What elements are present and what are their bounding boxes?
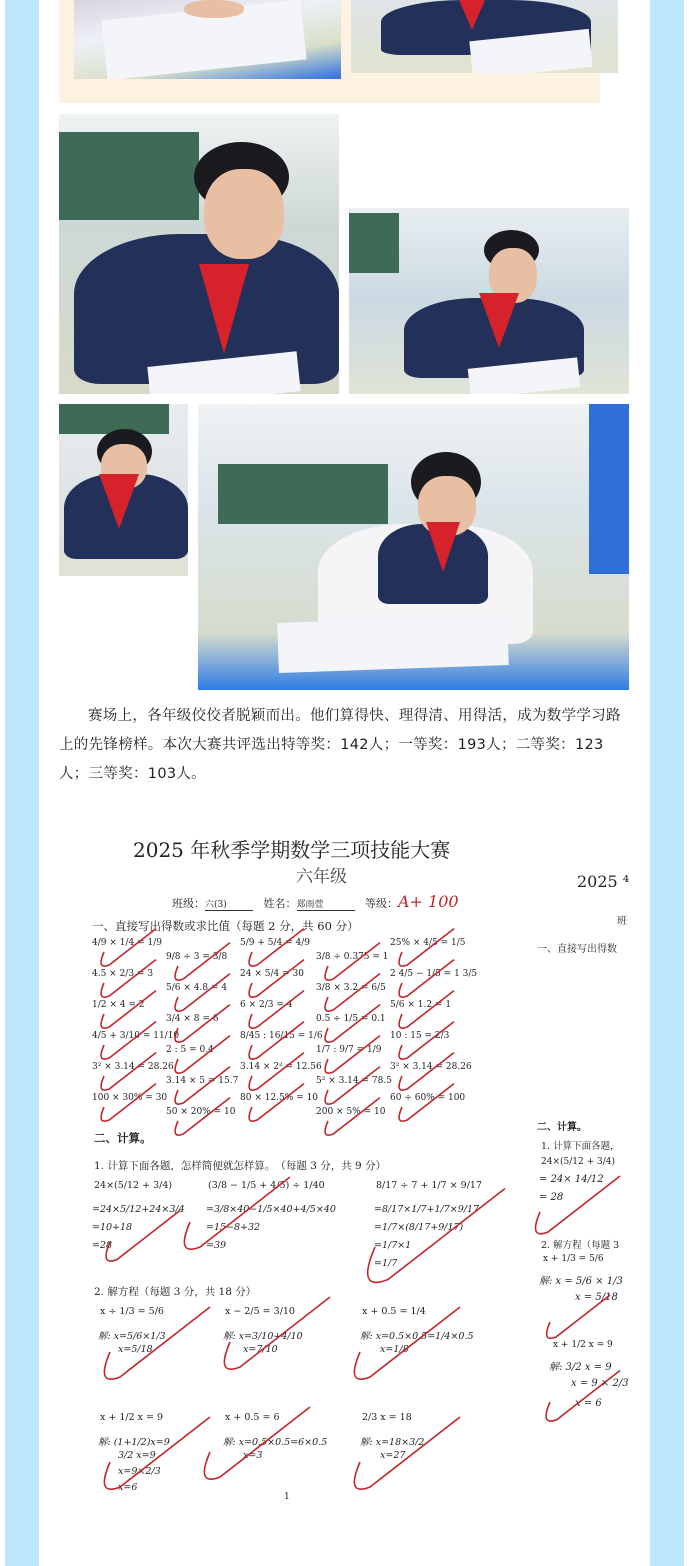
equation-work-line: x=9×2/3 xyxy=(118,1466,161,1477)
section-1-problem: 9/8 ÷ 3 = 3/8 xyxy=(166,952,228,962)
second-page-eq2-work: x = 9 × 2/3 xyxy=(571,1378,629,1389)
calc-problem: 8/17 ÷ 7 + 1/7 × 9/17 xyxy=(376,1180,482,1191)
red-check-mark xyxy=(249,929,304,967)
red-check-mark xyxy=(325,943,380,981)
photo-student-writing-closeup-1 xyxy=(74,0,341,79)
second-page-work: = 24× 14/12 xyxy=(539,1174,604,1185)
equation-work-line: 解: x=0.5×0.5=6×0.5 xyxy=(223,1437,328,1448)
calc-work-line: =28 xyxy=(92,1240,113,1251)
section-1-problem: 4/5 + 3/10 = 11/10 xyxy=(92,1031,180,1041)
section-1-problem: 25% × 4/5 = 1/5 xyxy=(390,938,466,948)
red-check-mark xyxy=(106,1211,180,1262)
red-check-mark xyxy=(104,1307,210,1379)
section-1-problem: 4/9 × 1/4 = 1/9 xyxy=(92,938,162,948)
section-1-problem: 8/45 : 16/15 = 1/6 xyxy=(240,1031,323,1041)
equation-work-line: x=27 xyxy=(380,1450,406,1461)
section-1-problem: 24 × 5/4 = 30 xyxy=(240,969,304,979)
photo-student-writing-closeup-2 xyxy=(351,0,618,73)
second-page-eq2-work: 解: 3/2 x = 9 xyxy=(549,1362,612,1373)
equation-work-line: x=7/10 xyxy=(243,1344,278,1355)
second-page-eq1-work: x = 5/18 xyxy=(575,1292,618,1303)
second-page-sub-2: 2. 解方程（每题 3 xyxy=(541,1240,620,1251)
exam-title: 2025 年秋季学期数学三项技能大赛 xyxy=(133,838,451,862)
exam-section-2: 二、计算。 xyxy=(94,1131,152,1145)
equation-work-line: 3/2 x=9 xyxy=(118,1450,156,1461)
equation-work-line: x=5/18 xyxy=(118,1344,153,1355)
section-1-problem: 3.14 × 5 = 15.7 xyxy=(166,1076,239,1086)
photo-boy-writing-in-classroom xyxy=(349,208,629,394)
article-paragraph: 赛场上，各年级佼佼者脱颖而出。他们算得快、理得清、用得活，成为数学学习路上的先锋榜样。本次大赛共评选出特等奖：142人；一等奖：193人；二等奖：123人；三等奖：103人。 xyxy=(59,708,621,782)
photo-girl-with-glasses-writing-exam xyxy=(198,404,629,690)
section-1-problem: 3/8 × 3.2 = 6/5 xyxy=(316,983,386,993)
equation-problem: x + 0.5 = 1/4 xyxy=(362,1306,426,1317)
name-value: 郑雨萱 xyxy=(297,897,355,911)
calc-work-line: =3/8×40−1/5×40+4/5×40 xyxy=(206,1204,336,1215)
level-label: 等级： xyxy=(365,897,398,910)
section-1-problem: 2 : 5 = 0.4 xyxy=(166,1045,214,1055)
second-page-problem: 24×(5/12 + 3/4) xyxy=(541,1157,615,1167)
section-1-problem: 5² × 3.14 = 78.5 xyxy=(316,1076,392,1086)
photo-girl-writing-exam xyxy=(59,404,188,576)
section-1-problem: 200 × 5% = 10 xyxy=(316,1107,386,1117)
second-page-section-1: 一、直接写出得数 xyxy=(537,944,617,955)
calc-problem: (3/8 − 1/5 + 4/5) ÷ 1/40 xyxy=(208,1180,325,1191)
section-1-problem: 3² × 3.14 = 28.26 xyxy=(92,1062,174,1072)
left-side-border xyxy=(5,0,39,1566)
equation-problem: x + 1/2 x = 9 xyxy=(100,1412,164,1423)
exam-grade: 六年级 xyxy=(296,867,347,887)
calc-work-line: =15−8+32 xyxy=(206,1222,261,1233)
section-1-problem: 50 × 20% = 10 xyxy=(166,1107,236,1117)
red-check-mark xyxy=(104,1417,210,1489)
exam-page-number: 1 xyxy=(284,1492,290,1502)
second-page-sub-1: 1. 计算下面各题， xyxy=(541,1141,620,1152)
equation-problem: x + 0.5 = 6 xyxy=(225,1412,280,1423)
calc-problem: 24×(5/12 + 3/4) xyxy=(94,1180,173,1191)
second-page-eq2: x + 1/2 x = 9 xyxy=(553,1340,613,1350)
second-page-section-2: 二、计算。 xyxy=(537,1122,587,1133)
red-check-mark xyxy=(399,929,454,967)
section-1-problem: 80 × 12.5% = 10 xyxy=(240,1093,319,1103)
section-1-problem: 5/6 × 1.2 = 1 xyxy=(390,1000,452,1010)
class-label: 班级： xyxy=(172,897,205,910)
red-check-mark xyxy=(204,1407,310,1479)
photo-boy-writing-exam xyxy=(59,114,339,394)
calc-work-line: =1/7×1 xyxy=(374,1240,412,1251)
equation-problem: x − 2/5 = 3/10 xyxy=(225,1306,295,1317)
second-page-eq1-work: 解: x = 5/6 × 1/3 xyxy=(539,1276,623,1287)
red-check-mark xyxy=(368,1189,505,1283)
red-check-mark xyxy=(354,1417,460,1489)
red-check-mark xyxy=(547,1295,610,1338)
red-check-mark xyxy=(184,1177,290,1249)
second-page-eq2-work: x = 6 xyxy=(575,1398,602,1409)
section-1-problem: 1/7 : 9/7 = 1/9 xyxy=(316,1045,382,1055)
section-1-problem: 3² × 3.14 = 28.26 xyxy=(390,1062,472,1072)
red-check-mark xyxy=(175,943,230,981)
section-1-problem: 0.5 ÷ 1/5 = 0.1 xyxy=(316,1014,386,1024)
equation-work-line: 解: x=18×3/2 xyxy=(360,1437,425,1448)
section-1-problem: 3.14 × 2² = 12.56 xyxy=(240,1062,322,1072)
section-1-problem: 10 : 15 = 2/3 xyxy=(390,1031,450,1041)
red-check-mark xyxy=(101,929,156,967)
exam-sub-2: 2. 解方程（每题 3 分，共 18 分） xyxy=(94,1286,257,1298)
calc-work-line: =10+18 xyxy=(92,1222,133,1233)
section-1-problem: 6 × 2/3 = 4 xyxy=(240,1000,293,1010)
section-1-problem: 100 × 30% = 30 xyxy=(92,1093,168,1103)
red-check-mark xyxy=(536,1176,621,1234)
calc-work-line: =8/17×1/7+1/7×9/17 xyxy=(374,1204,480,1215)
equation-work-line: x=6 xyxy=(118,1482,138,1493)
section-1-problem: 4.5 × 2/3 = 3 xyxy=(92,969,154,979)
level-value: A+ 100 xyxy=(398,892,459,911)
red-check-mark xyxy=(546,1371,620,1422)
red-check-mark xyxy=(224,1297,330,1369)
equation-work-line: 解: x=0.5×0.5=1/4×0.5 xyxy=(360,1331,474,1342)
equation-work-line: 解: x=5/6×1/3 xyxy=(98,1331,166,1342)
equation-work-line: 解: (1+1/2)x=9 xyxy=(98,1437,170,1448)
second-page-class: 班 xyxy=(617,916,627,927)
equation-work-line: 解: x=3/10+4/10 xyxy=(223,1331,303,1342)
section-1-problem: 2 4/5 − 1/5 = 1 3/5 xyxy=(390,969,478,979)
red-check-marks xyxy=(90,812,650,1522)
class-value: 六(3) xyxy=(205,897,253,911)
equation-problem: 2/3 x = 18 xyxy=(362,1412,412,1423)
second-page-eq1: x + 1/3 = 5/6 xyxy=(543,1254,604,1264)
equation-work-line: x=3 xyxy=(243,1450,263,1461)
section-1-problem: 1/2 × 4 = 2 xyxy=(92,1000,145,1010)
section-1-problem: 3/8 ÷ 0.375 = 1 xyxy=(316,952,389,962)
red-check-mark xyxy=(354,1307,460,1379)
equation-problem: x ÷ 1/3 = 5/6 xyxy=(100,1306,164,1317)
section-1-problem: 5/6 × 4.8 = 4 xyxy=(166,983,228,993)
right-side-border xyxy=(650,0,684,1566)
section-1-problem: 3/4 × 8 = 6 xyxy=(166,1014,219,1024)
second-page-work: = 28 xyxy=(539,1192,564,1203)
name-label: 姓名： xyxy=(263,897,297,910)
exam-section-1: 一、直接写出得数或求比值（每题 2 分，共 60 分） xyxy=(92,919,359,933)
calc-work-line: =1/7×(8/17+9/17) xyxy=(374,1222,464,1233)
calc-work-line: =39 xyxy=(206,1240,227,1251)
section-1-problem: 5/9 + 5/4 = 4/9 xyxy=(240,938,310,948)
equation-work-line: x=1/8 xyxy=(380,1344,409,1355)
exam-paper-scan xyxy=(90,812,650,1522)
exam-sub-1: 1. 计算下面各题，怎样简便就怎样算。 （每题 3 分，共 9 分） xyxy=(94,1160,387,1172)
section-1-problem: 60 ÷ 60% = 100 xyxy=(390,1093,466,1103)
second-page-title: 2025 ⁴ xyxy=(577,872,630,891)
calc-work-line: =1/7 xyxy=(374,1258,398,1269)
calc-work-line: =24×5/12+24×3/4 xyxy=(92,1204,185,1215)
